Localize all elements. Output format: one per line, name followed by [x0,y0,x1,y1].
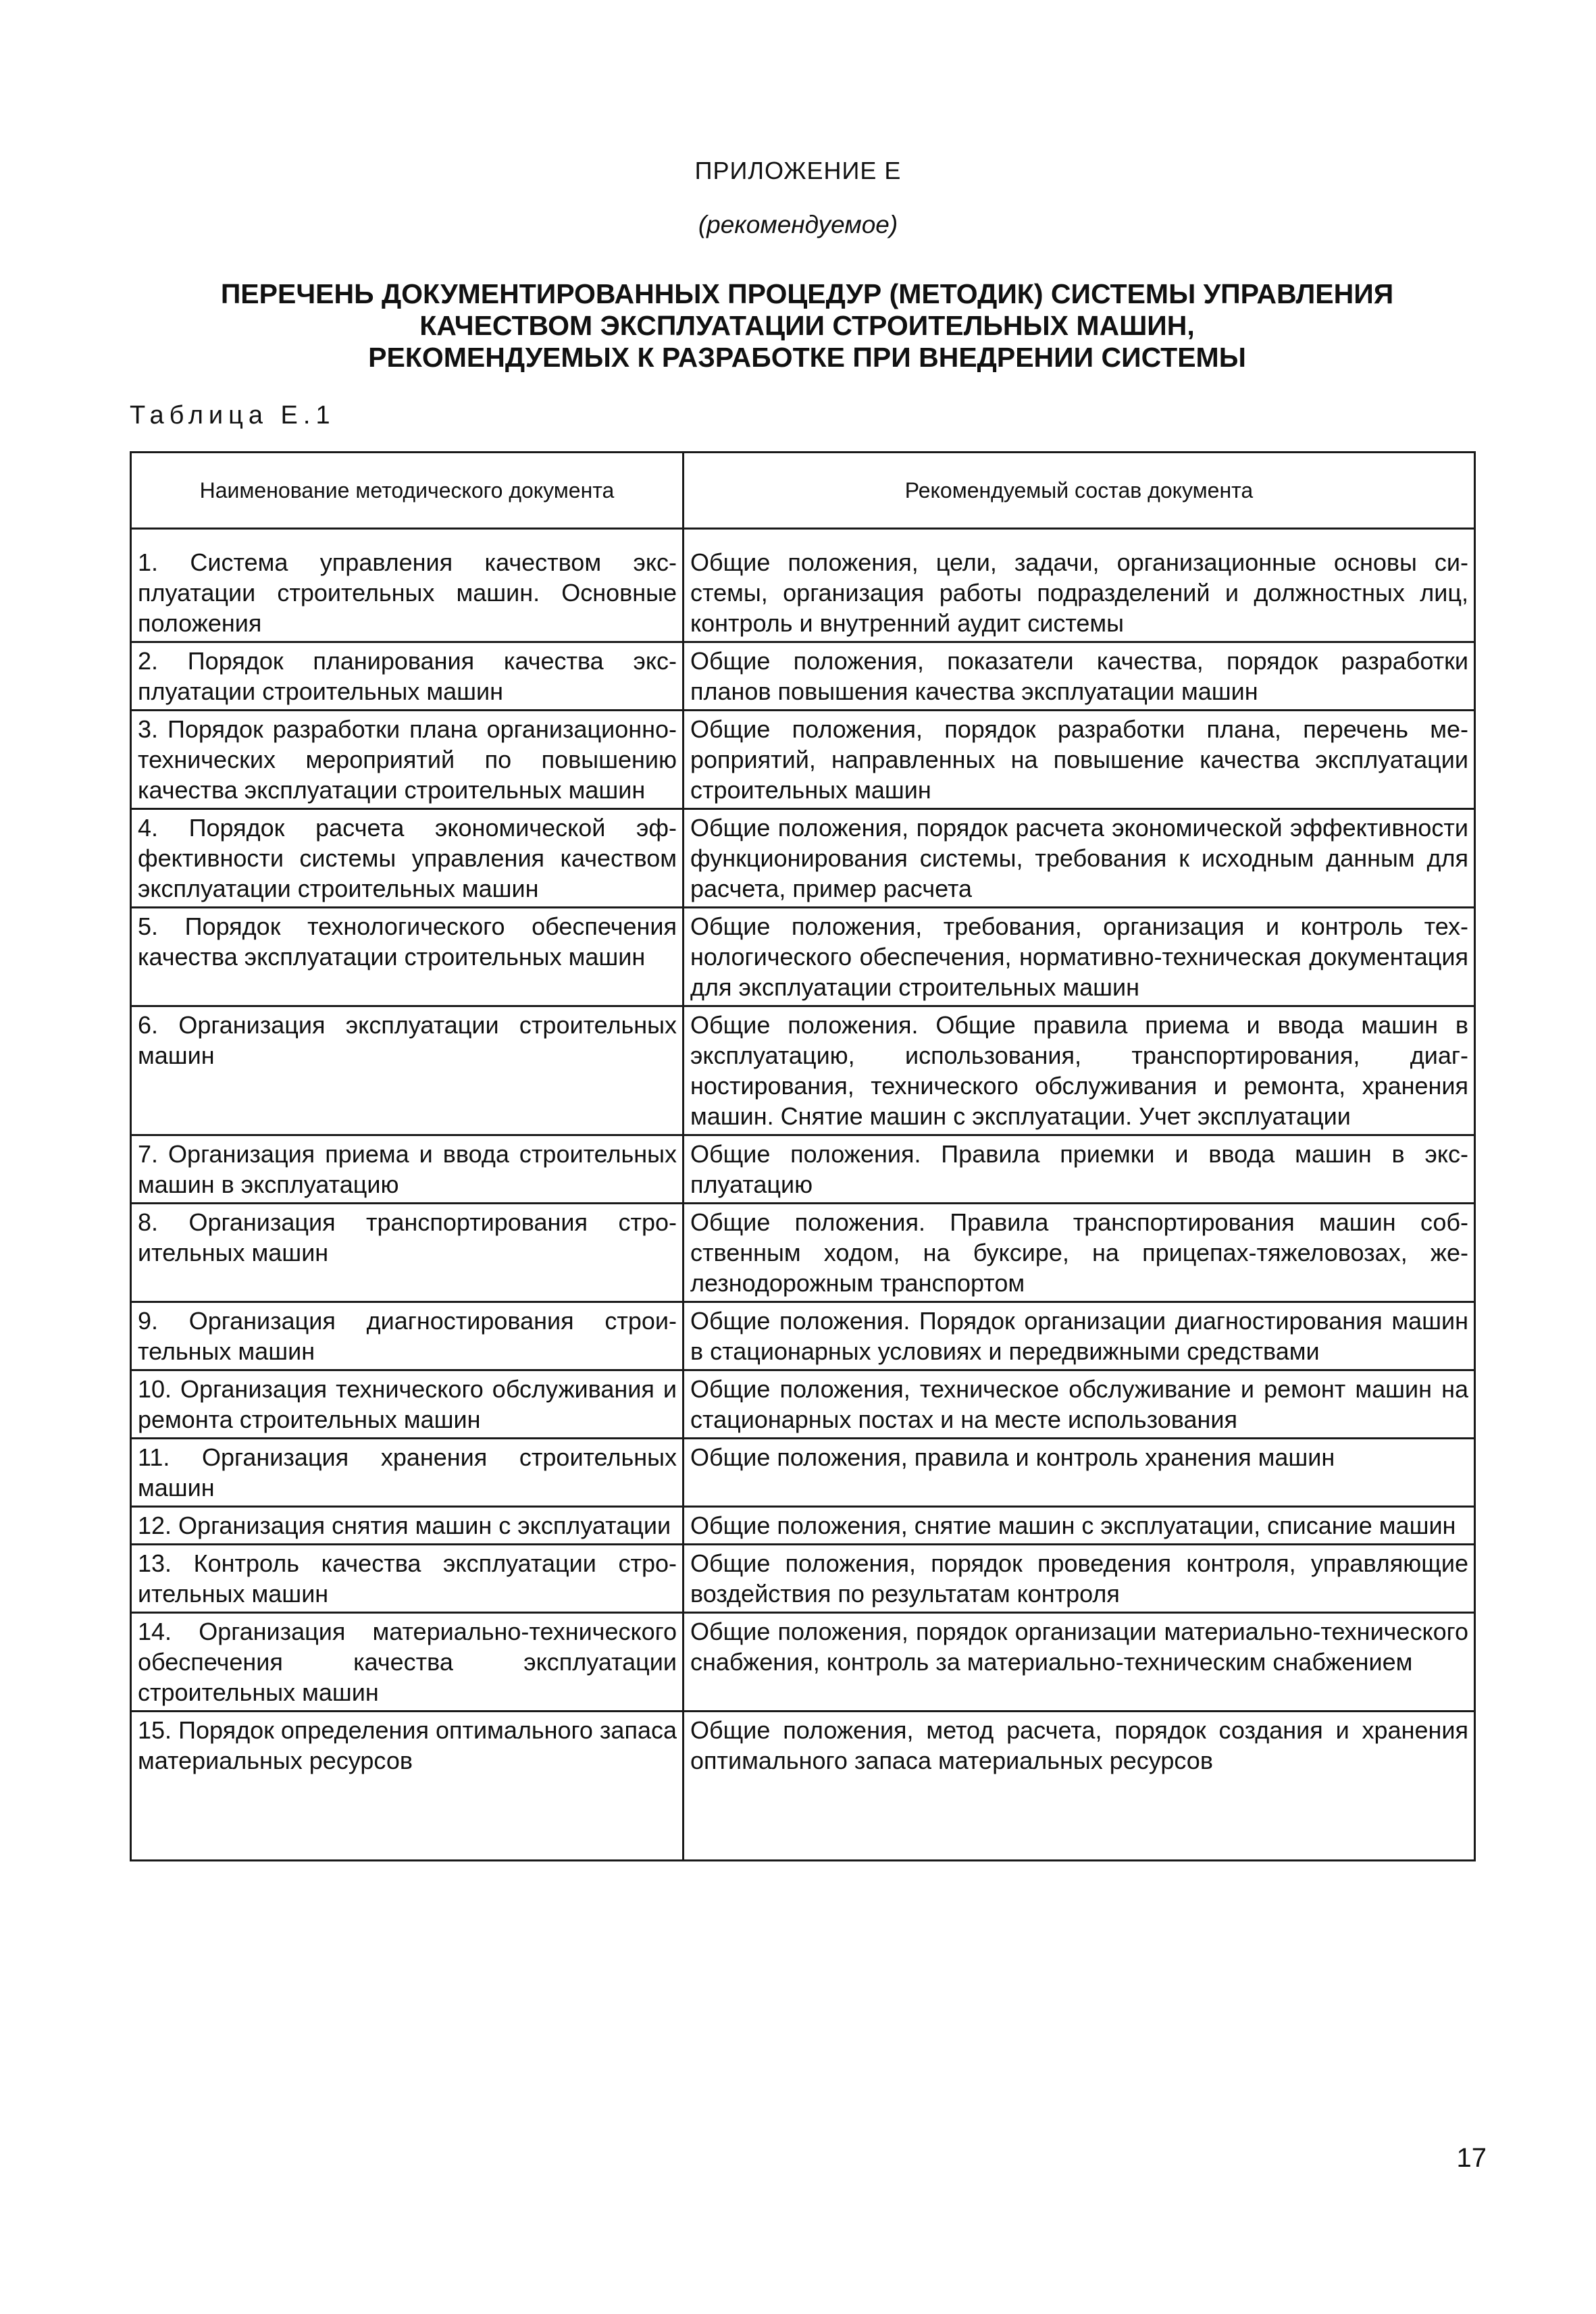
document-name-cell: 8. Организация транспортирования строительных машин [131,1204,684,1302]
document-title [108,278,1506,374]
table-row [131,1439,1475,1507]
table-row [131,1370,1475,1439]
document-name-cell: 14. Организация материально-технического обеспечения качества эксплуатации строительных машин [131,1613,684,1712]
document-content-cell: Общие положения, требования, организация и контроль технологического обеспечения, нормативно-техническая документация для эксплуатации строительных машин [684,908,1475,1006]
column-header-document-name: Наименование методического документа [131,453,684,529]
document-name-cell: 13. Контроль качества эксплуатации строительных машин [131,1545,684,1613]
document-content-cell: Общие положения, снятие машин с эксплуатации, списание машин [684,1507,1475,1545]
document-content-cell: Общие положения, порядок проведения контроля, управляющие воздействия по результатам контроля [684,1545,1475,1613]
table-row [131,1135,1475,1204]
title-line-2: КАЧЕСТВОМ ЭКСПЛУАТАЦИИ СТРОИТЕЛЬНЫХ МАШИН, [419,310,1195,341]
table-row [131,1613,1475,1712]
table-row [131,809,1475,908]
document-content-cell: Общие положения, порядок организации материально-технического снабжения, контроль за материально-техническим снабжением [684,1613,1475,1712]
appendix-heading: ПРИЛОЖЕНИЕ Е [694,157,902,184]
table-row [131,1712,1475,1861]
document-name-cell: 7. Организация приема и ввода строительных машин в эксплуатацию [131,1135,684,1204]
document-name-cell: 5. Порядок технологического обеспечения качества эксплуатации строительных машин [131,908,684,1006]
procedures-table [130,451,1476,1861]
title-line-1: ПЕРЕЧЕНЬ ДОКУМЕНТИРОВАННЫХ ПРОЦЕДУР (МЕТОДИК) СИСТЕМЫ УПРАВЛЕНИЯ [220,278,1394,309]
title-line-3: РЕКОМЕНДУЕМЫХ К РАЗРАБОТКЕ ПРИ ВНЕДРЕНИИ СИСТЕМЫ [368,342,1246,373]
document-content-cell: Общие положения. Правила приемки и ввода машин в эксплуатацию [684,1135,1475,1204]
page-number: 17 [1456,2143,1487,2173]
table-row [131,1006,1475,1135]
document-name-cell: 11. Организация хранения строительных машин [131,1439,684,1507]
document-content-cell: Общие положения, метод расчета, порядок создания и хранения оптимального запаса материальных ресурсов [684,1712,1475,1861]
table-label: Таблица Е.1 [130,401,336,430]
table-row [131,529,1475,642]
document-name-cell: 9. Организация диагностирования строительных машин [131,1302,684,1370]
table-row [131,1545,1475,1613]
table-row [131,1507,1475,1545]
appendix-status: (рекомендуемое) [698,211,898,238]
document-content-cell: Общие положения, порядок разработки плана, перечень мероприятий, направленных на повышение качества эксплуатации строительных машин [684,711,1475,809]
document-content-cell: Общие положения, цели, задачи, организационные основы системы, организация работы подразделений и должностных лиц, контроль и внутренний аудит системы [684,529,1475,642]
document-content-cell: Общие положения. Общие правила приема и ввода машин в эксплуатацию, использования, транспортирования, диагностирования, технического обслуживания и ремонта, хранения машин. Снятие машин с эксплуатации. Учет эксплуатации [684,1006,1475,1135]
document-content-cell: Общие положения. Порядок организации диагностирования машин в стационарных условиях и передвижными средствами [684,1302,1475,1370]
table-row [131,908,1475,1006]
document-name-cell: 1. Система управления качеством эксплуатации строительных машин. Основные положения [131,529,684,642]
document-name-cell: 4. Порядок расчета экономической эффективности системы управления качеством эксплуатации строительных машин [131,809,684,908]
document-name-cell: 15. Порядок определения оптимального запаса материальных ресурсов [131,1712,684,1861]
document-content-cell: Общие положения, техническое обслуживание и ремонт машин на стационарных постах и на месте использования [684,1370,1475,1439]
document-content-cell: Общие положения, правила и контроль хранения машин [684,1439,1475,1507]
table-row [131,711,1475,809]
table-row [131,1302,1475,1370]
document-name-cell: 2. Порядок планирования качества эксплуатации строительных машин [131,642,684,711]
table-row [131,1204,1475,1302]
document-content-cell: Общие положения, показатели качества, порядок разработки планов повышения качества эксплуатации машин [684,642,1475,711]
document-name-cell: 12. Организация снятия машин с эксплуатации [131,1507,684,1545]
document-name-cell: 3. Порядок разработки плана организационно-технических мероприятий по повышению качества эксплуатации строительных машин [131,711,684,809]
document-name-cell: 6. Организация эксплуатации строительных машин [131,1006,684,1135]
table-header-row [131,453,1475,529]
document-content-cell: Общие положения, порядок расчета экономической эффективности функционирования системы, требования к исходным данным для расчета, пример расчета [684,809,1475,908]
document-name-cell: 10. Организация технического обслуживания и ремонта строительных машин [131,1370,684,1439]
document-content-cell: Общие положения. Правила транспортирования машин собственным ходом, на буксире, на прицепах-тяжеловозах, железнодорожным транспортом [684,1204,1475,1302]
column-header-recommended-content: Рекомендуемый состав документа [684,453,1475,529]
table-row [131,642,1475,711]
